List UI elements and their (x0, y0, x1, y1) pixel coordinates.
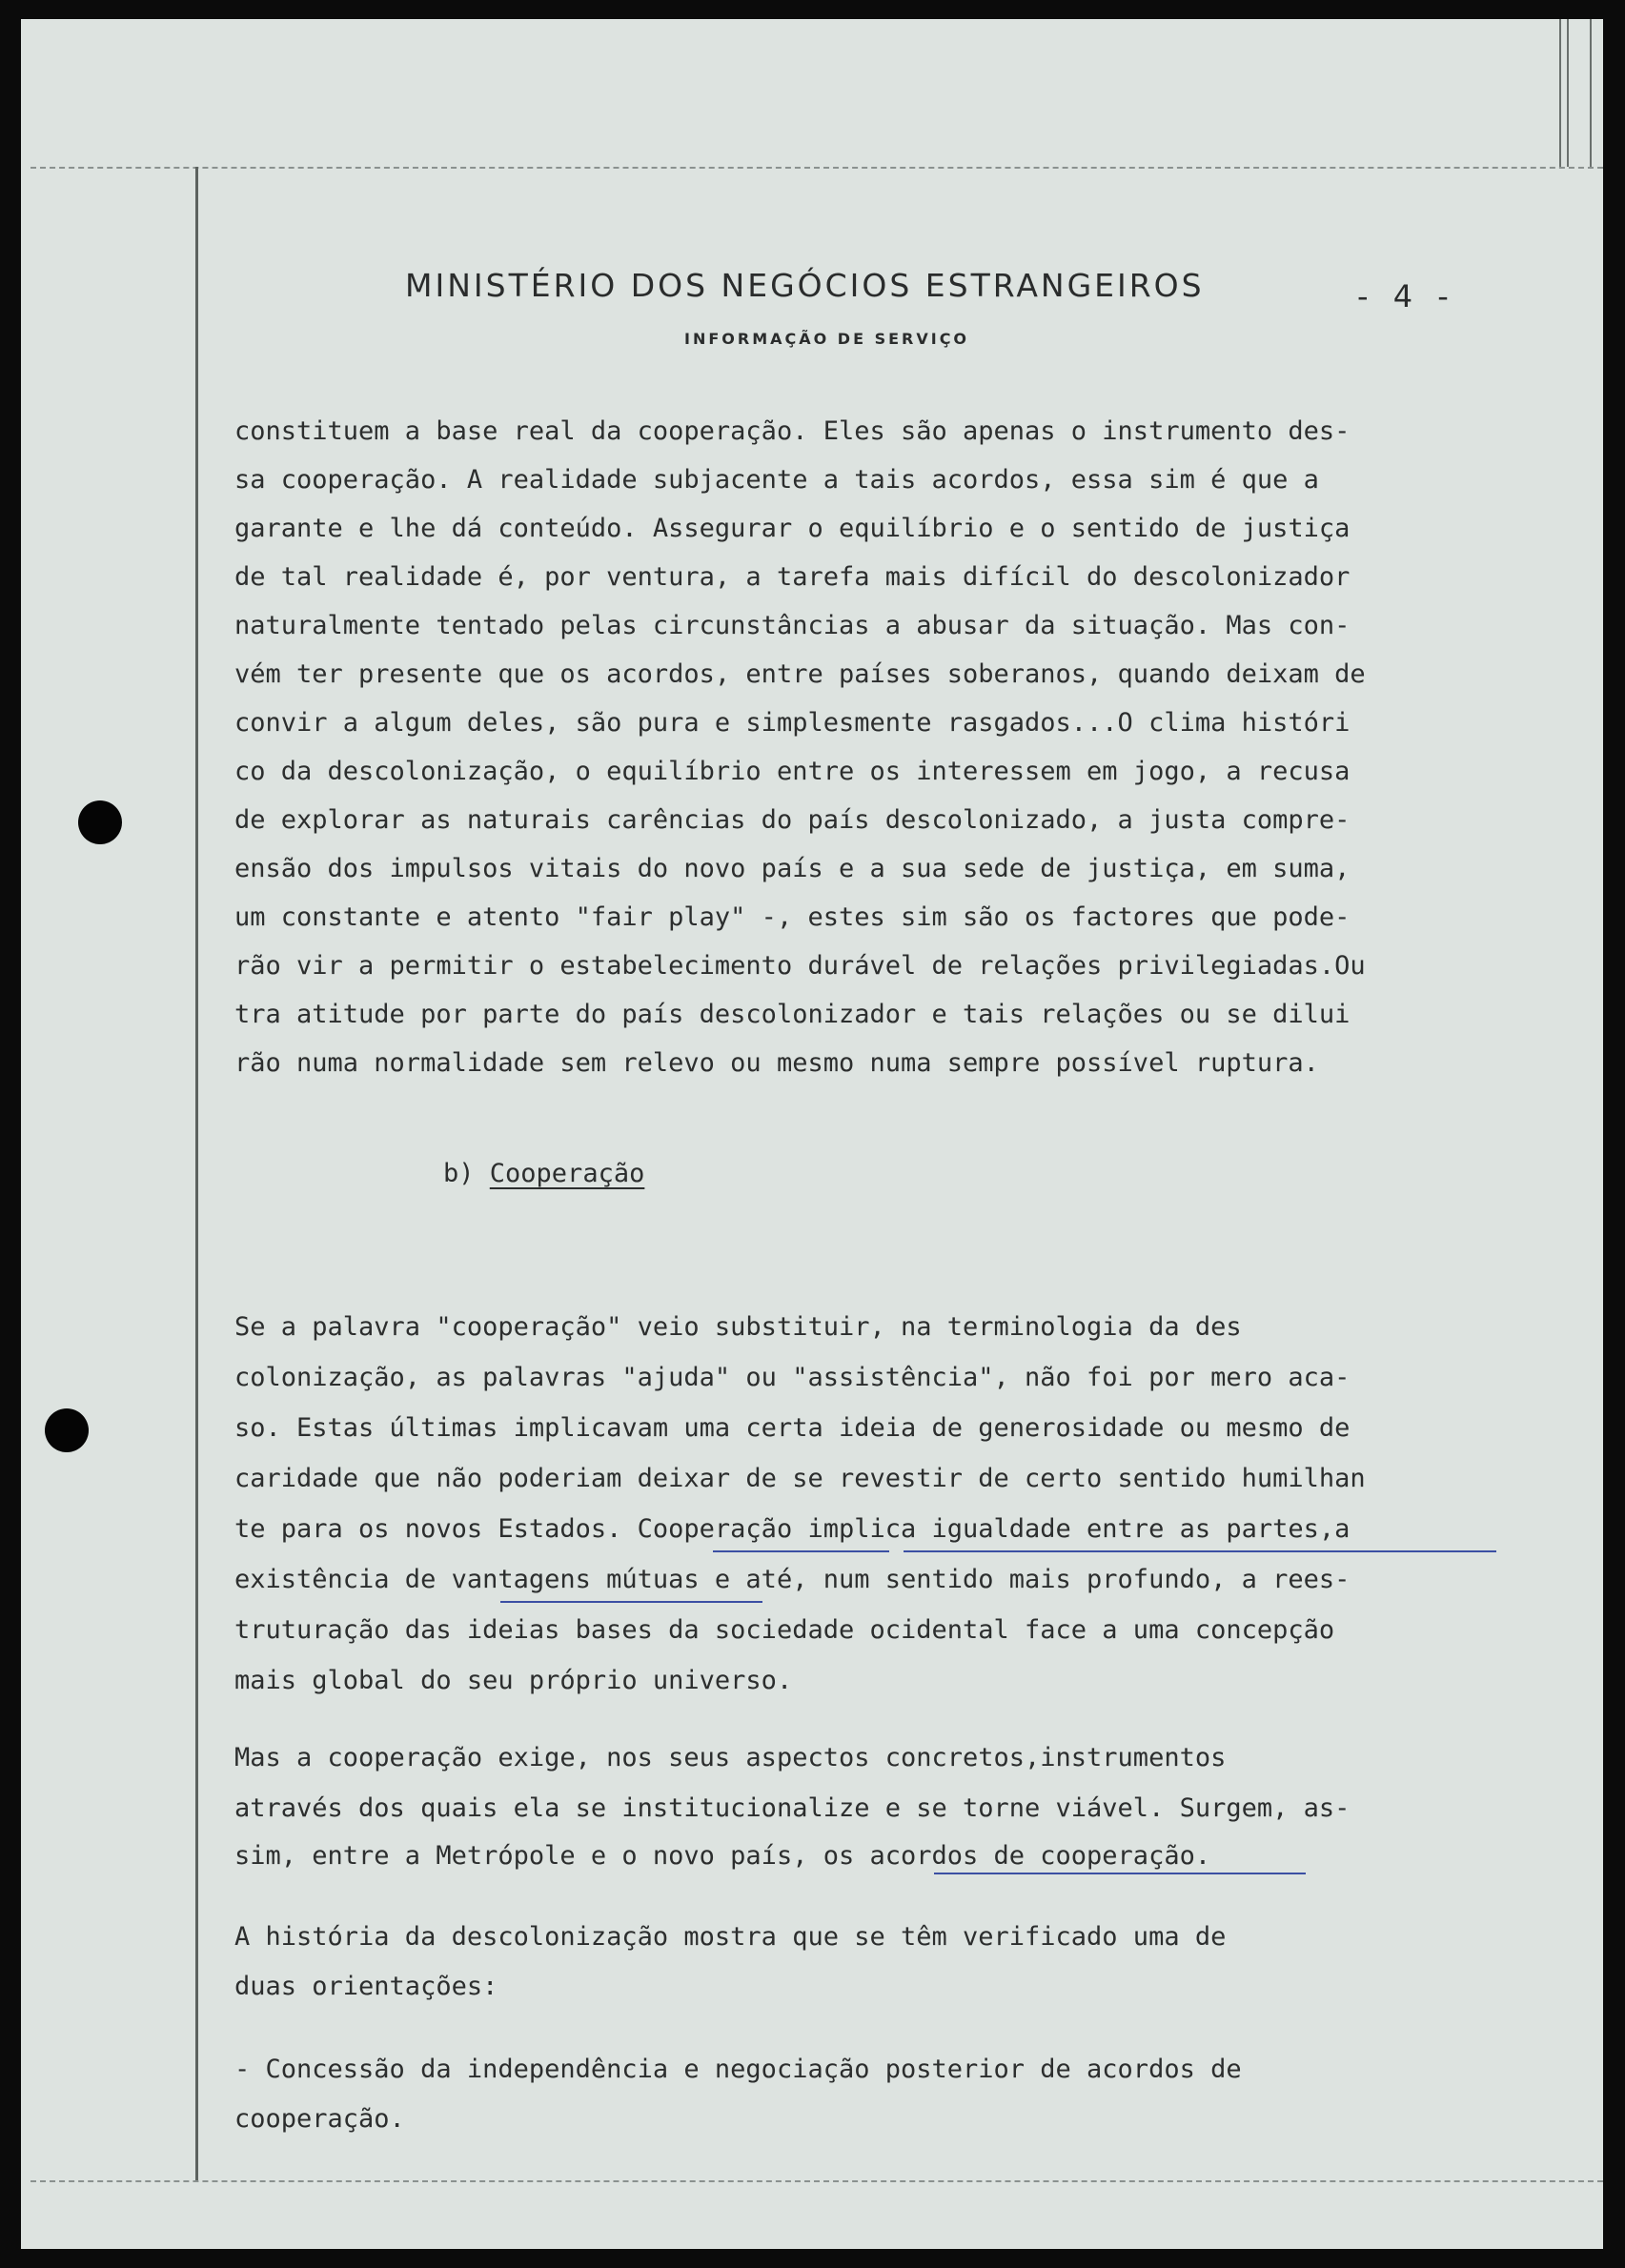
paragraph-2-line: existência de vantagens mútuas e até, num sentido mais profundo, a rees- (234, 1565, 1351, 1594)
paragraph-3-line: sim, entre a Metrópole e o novo país, os acordos de cooperação. (234, 1841, 1211, 1871)
right-rule-line (1590, 19, 1592, 167)
paragraph-2-line: mais global do seu próprio universo. (234, 1666, 793, 1695)
punch-hole (45, 1408, 89, 1452)
paragraph-1-line: naturalmente tentado pelas circunstâncias a abusar da situação. Mas con- (234, 611, 1351, 640)
punch-hole (78, 800, 122, 844)
paragraph-2-line: colonização, as palavras "ajuda" ou "assistência", não foi por mero aca- (234, 1363, 1351, 1392)
paragraph-3-line: através dos quais ela se institucionalize e se torne viável. Surgem, as- (234, 1793, 1351, 1823)
top-border-line (30, 167, 1603, 169)
paragraph-4-line: A história da descolonização mostra que se têm verificado uma de (234, 1922, 1227, 1952)
paragraph-1-line: rão vir a permitir o estabelecimento durável de relações privilegiadas.Ou (234, 951, 1366, 981)
pen-underline (500, 1601, 762, 1603)
paragraph-1-line: co da descolonização, o equilíbrio entre os interessem em jogo, a recusa (234, 757, 1351, 786)
paragraph-1-line: de explorar as naturais carências do país descolonizado, a justa compre- (234, 805, 1351, 835)
paragraph-3-line: Mas a cooperação exige, nos seus aspectos concretos,instrumentos (234, 1743, 1227, 1772)
page-number: - 4 - (1357, 278, 1456, 314)
section-title: Cooperação (489, 1159, 645, 1188)
margin-line (195, 167, 198, 2180)
paragraph-1-line: sa cooperação. A realidade subjacente a tais acordos, essa sim é que a (234, 465, 1319, 495)
ministry-title: MINISTÉRIO DOS NEGÓCIOS ESTRANGEIROS (405, 267, 1205, 304)
paragraph-2-line: te para os novos Estados. Cooperação implica igualdade entre as partes,a (234, 1514, 1351, 1544)
paragraph-1-line: convir a algum deles, são pura e simplesmente rasgados...O clima históri (234, 708, 1351, 738)
paragraph-2-line: Se a palavra "cooperação" veio substituir, na terminologia da des (234, 1312, 1242, 1342)
paragraph-1-line: constituem a base real da cooperação. Eles são apenas o instrumento des- (234, 416, 1351, 446)
paragraph-4-line: duas orientações: (234, 1972, 498, 2001)
right-rule-line (1559, 19, 1561, 167)
paragraph-1-line: ensão dos impulsos vitais do novo país e a sua sede de justiça, em suma, (234, 854, 1351, 883)
section-heading (443, 1159, 644, 1188)
paragraph-1-line: um constante e atento "fair play" -, estes sim são os factores que pode- (234, 902, 1351, 932)
paragraph-1-line: garante e lhe dá conteúdo. Assegurar o equilíbrio e o sentido de justiça (234, 514, 1351, 543)
paragraph-2-line: so. Estas últimas implicavam uma certa ideia de generosidade ou mesmo de (234, 1413, 1351, 1443)
paragraph-2-line: caridade que não poderiam deixar de se revestir de certo sentido humilhan (234, 1464, 1366, 1493)
bottom-border-line (30, 2180, 1603, 2182)
pen-underline (904, 1550, 1496, 1552)
list-item-line: cooperação. (234, 2104, 405, 2134)
right-rule-line (1567, 19, 1569, 167)
list-item-line: - Concessão da independência e negociação posterior de acordos de (234, 2055, 1242, 2084)
section-marker: b) (443, 1159, 475, 1188)
paragraph-1-line: vém ter presente que os acordos, entre países soberanos, quando deixam de (234, 659, 1366, 689)
page-subtitle: INFORMAÇÃO DE SERVIÇO (684, 330, 970, 348)
paragraph-2-line: truturação das ideias bases da sociedade ocidental face a uma concepção (234, 1615, 1335, 1645)
document-page (21, 19, 1603, 2249)
paragraph-1-line: tra atitude por parte do país descolonizador e tais relações ou se dilui (234, 1000, 1351, 1029)
paragraph-1-line: de tal realidade é, por ventura, a tarefa mais difícil do descolonizador (234, 562, 1351, 592)
pen-underline (934, 1873, 1306, 1874)
paragraph-1-line: rão numa normalidade sem relevo ou mesmo numa sempre possível ruptura. (234, 1048, 1319, 1078)
pen-underline (713, 1550, 889, 1552)
